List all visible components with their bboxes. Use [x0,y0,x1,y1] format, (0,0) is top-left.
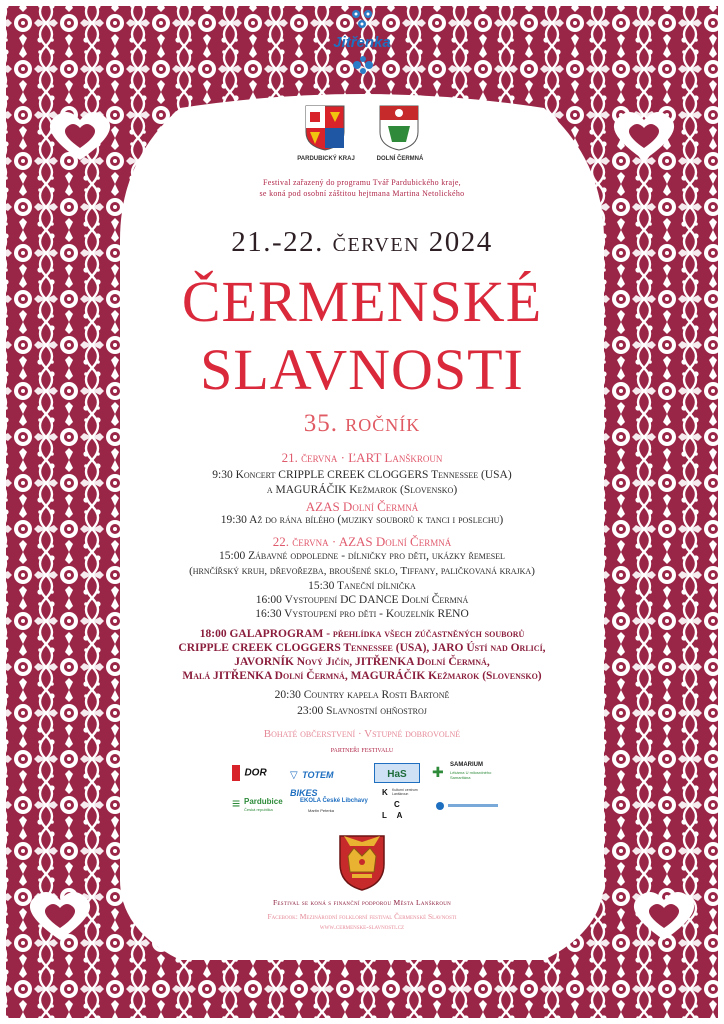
dor-badge-icon [232,765,240,781]
pardubice-text: Pardubice [244,797,283,806]
intro-line-1: Festival zařazený do programu Tvář Pardubického kraje, [263,178,461,187]
lanskroun-coat-of-arms-icon [334,832,390,892]
totem-bikes-text: TOTEM BIKES [290,770,334,798]
facebook-link[interactable]: Facebook: Mezinárodní folklorní festival Čermenské Slavnosti [267,912,457,921]
flower-icon [350,54,376,76]
kcla-la: L A [382,811,407,820]
ekola-subtext: Martin Peterka [308,808,335,813]
day1-line-2: a MAGURÁČIK Kežmarok (Slovensko) [266,484,458,496]
gala-line-4: Malá JITŘENKA Dolní Čermná, MAGURÁČIK Kežmarok (Slovensko) [182,670,542,682]
partner-samarium-logo [432,762,502,784]
partner-has-logo [374,763,420,783]
pardubice-subtext: Česká republika [244,807,273,812]
festival-title-line-1: ČERMENSKÉ [181,269,543,334]
samarium-text: SAMARIUM [450,762,483,768]
website-link[interactable]: www.cermenske-slavnosti.cz [319,922,405,931]
support-note: Festival se koná s finanční podporou Města Lanškroun [272,898,452,907]
partner-totem-bikes-logo [290,765,362,798]
dolni-cermna-label: DOLNÍ ČERMNÁ [376,156,424,162]
refreshments-note: Bohaté občerstvení · Vstupné dobrovolné [263,728,461,740]
day2-line-3: 15:30 Taneční dílnička [308,580,416,592]
jitrenka-logo: Jitřenka [333,34,391,51]
totem-triangle-icon: ▽ [290,770,298,781]
day2-line-4: 16:00 Vystoupení DC DANCE Dolní Čermná [255,594,469,606]
kcla-c: C [394,800,400,809]
pardubicky-kraj-label: PARDUBICKÝ KRAJ [297,156,355,162]
fund-text-bar [448,804,498,807]
day2-line-2: (hrnčířský kruh, dřevořezba, broušené sklo, Tiffany, paličkovaná krajka) [189,565,535,577]
intro-line-2: se koná pod osobní záštitou hejtmana Martina Netolického [259,189,465,198]
day1-heading: 21. června · ĽART Lanškroun [281,450,443,465]
partner-regional-fund-logo [436,800,502,812]
pardubice-e-icon: ≡ [232,795,241,811]
samarium-subtext: Lékárna U milosrdného Samaritána [450,770,492,780]
gala-line-3: JAVORNÍK Nový Jičín, JITŘENKA Dolní Čermná, [234,656,490,668]
partners-label: partneři festivalu [330,744,394,754]
partner-dor-logo [232,764,280,782]
fund-circle-icon [436,802,444,810]
pardubicky-kraj-coat-of-arms-icon [304,104,346,152]
day1-line-1: 9:30 Koncert CRIPPLE CREEK CLOGGERS Tennessee (USA) [212,469,512,481]
ekola-text: EKOLA České Libchavy [300,798,368,804]
festival-edition: 35. ročník [303,410,421,437]
has-text: HaS [387,769,407,780]
day1-line-3: 19:30 Až do rána bílého (muziky souborů k tanci i poslechu) [220,514,504,526]
dor-text: DOR [244,767,267,779]
day2-line-5: 16:30 Vystoupení pro děti - Kouzelník RENO [255,608,469,620]
green-cross-icon: ✚ [432,764,444,780]
day2-line-6: 20:30 Country kapela Rosti Bartoně [274,689,450,701]
day1-heading-2: AZAS Dolní Čermná [305,499,419,514]
partner-pardubice-logo [232,795,292,815]
gala-line-1: 18:00 GALAPROGRAM - přehlídka všech zúčastněných souborů [199,628,525,640]
dolni-cermna-coat-of-arms-icon [378,104,420,152]
gala-line-2: CRIPPLE CREEK CLOGGERS Tennessee (USA), JARO Ústí nad Orlicí, [178,642,546,654]
partner-ekola-logo [300,796,368,816]
kcla-k: K [382,788,388,797]
day2-line-1: 15:00 Zábavné odpoledne - dílničky pro děti, ukázky řemesel [219,550,505,562]
day2-line-7: 23:00 Slavnostní ohňostroj [297,705,427,717]
jitrenka-flowers-icon [346,6,378,34]
kcla-subtext: Kulturní centrum Lanškroun [392,788,418,796]
festival-title-line-2: SLAVNOSTI [200,337,524,402]
festival-date: 21.-22. červen 2024 [231,226,493,258]
partner-kcla-logo [380,788,424,824]
day2-heading: 22. června · AZAS Dolní Čermná [272,534,452,549]
